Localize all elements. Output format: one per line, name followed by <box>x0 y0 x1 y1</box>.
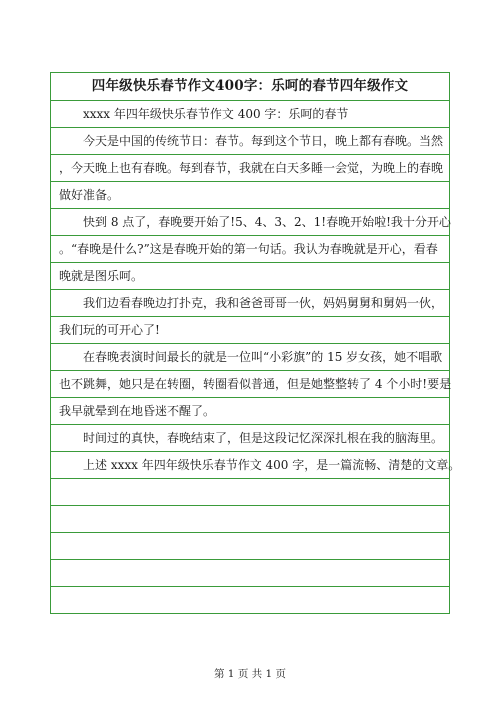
paragraph-line: xxxx 年四年级快乐春节作文 400 字：乐呵的春节 <box>83 107 349 121</box>
paragraph-line: 快到 8 点了，春晚要开始了!5、4、3、2、1!春晚开始啦!我十分开心 <box>83 215 451 229</box>
essay-sheet <box>50 72 461 614</box>
essay-paragraph <box>51 128 449 209</box>
paragraph-line: 也不跳舞，她只是在转圈，转圈看似普通，但是她整整转了 4 个小时!要是 <box>59 377 452 391</box>
paragraph-line: 晚就是图乐呵。 <box>59 269 144 283</box>
paragraph-line: 。“春晚是什么?”这是春晚开始的第一句话。我认为春晚就是开心，看春 <box>59 242 438 256</box>
blank-rows <box>51 479 449 613</box>
blank-row <box>51 587 449 613</box>
blank-row <box>51 560 449 587</box>
blank-row <box>51 506 449 533</box>
essay-paragraph <box>51 290 449 344</box>
paragraph-line: 时间过的真快，春晚结束了，但是这段记忆深深扎根在我的脑海里。 <box>83 431 444 445</box>
paragraph-line: 在春晚表演时间最长的就是一位叫“小彩旗”的 15 岁女孩，她不唱歌 <box>83 350 443 364</box>
essay-paragraph <box>51 209 449 290</box>
essay-paragraph <box>51 344 452 425</box>
paragraph-line: 我早就晕到在地昏迷不醒了。 <box>59 404 216 418</box>
paragraph-line: 我们边看春晚边打扑克，我和爸爸哥哥一伙，妈妈舅舅和舅妈一伙， <box>83 296 444 310</box>
essay-paragraph <box>51 425 449 452</box>
paragraph-line: ，今天晚上也有春晚。每到春节，我就在白天多睡一会觉，为晚上的春晚 <box>59 161 444 175</box>
essay-body <box>51 101 461 479</box>
paragraph-line: 做好准备。 <box>59 188 120 202</box>
essay-paragraph <box>51 452 461 479</box>
blank-row <box>51 479 449 506</box>
paragraph-line: 今天是中国的传统节日：春节。每到这个节日，晚上都有春晚。当然 <box>83 134 444 148</box>
document-title: 四年级快乐春节作文400字：乐呵的春节四年级作文 <box>51 73 449 101</box>
blank-row <box>51 533 449 560</box>
page-footer: 第 1 页 共 1 页 <box>213 668 287 680</box>
paragraph-line: 上述 xxxx 年四年级快乐春节作文 400 字，是一篇流畅、清楚的文章。 <box>83 458 461 472</box>
paragraph-line: 我们玩的可开心了! <box>59 323 160 337</box>
essay-paragraph <box>51 101 449 128</box>
